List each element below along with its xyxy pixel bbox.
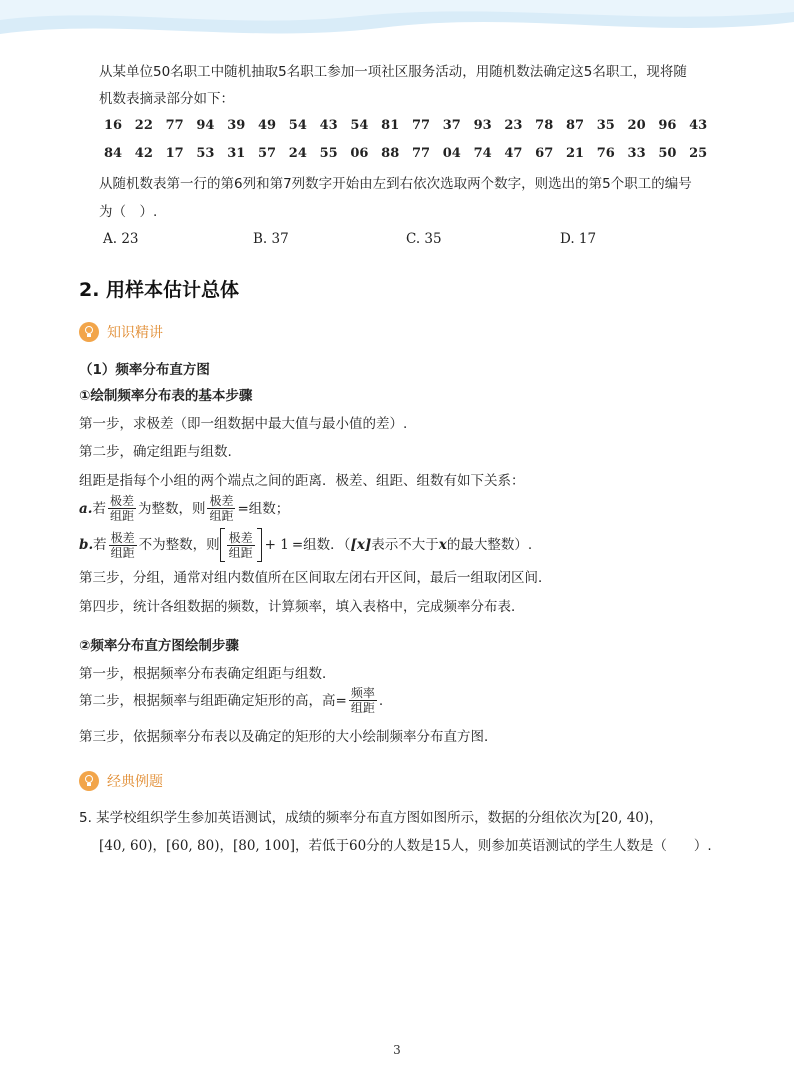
random-number: 74	[473, 146, 492, 161]
hist-step-2	[79, 686, 383, 715]
freq-over-width-fraction	[349, 686, 377, 715]
random-number: 17	[165, 146, 184, 161]
step-1: 第一步，求极差（即一组数据中最大值与最小值的差）.	[79, 416, 408, 432]
bracket-x: [x]	[350, 537, 372, 553]
header-wave-decoration	[0, 0, 794, 60]
random-number: 49	[257, 118, 277, 133]
q5-text: 5. 某学校组织学生参加英语测试，成绩的频率分布直方图如图所示，数据的分组依次为	[79, 810, 596, 826]
option-c: C. 35	[406, 231, 442, 247]
random-number: 23	[504, 118, 523, 133]
plus-one: + 1	[264, 537, 289, 553]
random-number: 88	[381, 146, 400, 161]
case-b-label: b.	[79, 537, 94, 553]
fraction-numerator: 极差	[209, 494, 234, 508]
case-a	[79, 494, 289, 523]
step-3: 第三步，分组，通常对组内数值所在区间取左闭右开区间，最后一组取闭区间．	[79, 570, 552, 586]
fraction-denominator: 组距	[228, 545, 253, 560]
relation-desc: 组距是指每个小组的两个端点之间的距离．极差、组距、组数有如下关系：	[79, 473, 525, 489]
separator: ，	[649, 810, 663, 826]
case-b-tail: =组数．（	[291, 537, 351, 553]
lightbulb-icon	[79, 322, 99, 342]
separator: ，	[152, 838, 166, 854]
random-number: 31	[227, 146, 246, 161]
fraction-numerator: 极差	[228, 530, 253, 545]
case-b-tail2: 表示不大于	[371, 537, 439, 553]
subsection-title: （1）频率分布直方图	[79, 362, 210, 378]
question-5-line-2	[99, 836, 712, 856]
random-number: 77	[411, 146, 431, 161]
problem-line-4: 为（ ）.	[99, 204, 158, 220]
random-number: 39	[227, 118, 246, 133]
case-a-label: a.	[79, 500, 93, 517]
knowledge-badge	[79, 322, 163, 342]
random-number: 76	[596, 146, 615, 161]
interval-1: [20, 40)	[595, 810, 650, 826]
random-number: 81	[381, 118, 400, 133]
random-number: 87	[565, 118, 585, 133]
bracket-fraction	[227, 531, 255, 560]
hist-step-2-text: 第二步，根据频率与组距确定矩形的高，高=	[79, 692, 347, 709]
fraction-numerator: 极差	[109, 494, 134, 508]
range-over-width-fraction	[108, 494, 136, 523]
range-over-width-fraction	[109, 531, 137, 560]
case-b-mid: 不为整数，则	[138, 537, 220, 553]
random-number: 43	[689, 118, 708, 133]
option-a: A. 23	[103, 231, 139, 247]
question-5-line-1	[79, 808, 663, 828]
hist-step-3: 第三步，依据频率分布表以及确定的矩形的大小绘制频率分布直方图．	[79, 729, 498, 745]
problem-line-2: 机数表摘录部分如下：	[99, 91, 234, 107]
random-number-row-1	[104, 118, 720, 133]
random-number: 55	[319, 146, 338, 161]
case-a-ruo: 若	[92, 500, 106, 517]
random-number: 78	[535, 118, 554, 133]
random-number: 21	[565, 146, 585, 161]
option-d: D. 17	[560, 231, 597, 247]
hist-step-2-end: .	[378, 692, 384, 709]
case-a-tail: =组数；	[237, 500, 290, 517]
fraction-denominator: 组距	[209, 509, 234, 523]
hist-step-1: 第一步，根据频率分布表确定组距与组数．	[79, 666, 336, 682]
problem-line-1: 从某单位50名职工中随机抽取5名职工参加一项社区服务活动，用随机数法确定这5名职工，现将随	[99, 64, 687, 80]
var-x: x	[438, 537, 447, 553]
q5-text-c: 人，则参加英语测试的学生人数是（ ）.	[450, 838, 712, 854]
floor-bracket	[220, 528, 262, 562]
random-number: 47	[504, 146, 523, 161]
random-number: 04	[442, 146, 461, 161]
case-b	[79, 528, 532, 562]
random-number-row-2	[104, 146, 720, 161]
random-number: 42	[134, 146, 153, 161]
random-number: 54	[288, 118, 307, 133]
q5-text-b: 分的人数是	[366, 838, 434, 854]
value-15: 15	[433, 838, 451, 854]
random-number: 53	[196, 146, 215, 161]
random-number: 37	[442, 118, 461, 133]
badge-label: 经典例题	[107, 774, 163, 790]
q5-text-a: ，若低于	[295, 838, 350, 854]
case-b-ruo: 若	[93, 537, 107, 553]
random-number: 77	[411, 118, 431, 133]
random-number: 77	[165, 118, 184, 133]
value-60: 60	[349, 838, 367, 854]
case-b-tail3: 的最大整数）.	[446, 537, 533, 553]
fraction-numerator: 频率	[350, 686, 375, 700]
random-number: 06	[350, 146, 369, 161]
random-number: 57	[257, 146, 277, 161]
random-number: 33	[627, 146, 646, 161]
random-number: 96	[658, 118, 677, 133]
histogram-steps-title: ②频率分布直方图绘制步骤	[79, 638, 239, 654]
random-number: 94	[196, 118, 215, 133]
random-number: 43	[319, 118, 338, 133]
random-number: 35	[596, 118, 615, 133]
random-number: 84	[104, 146, 123, 161]
fraction-numerator: 极差	[110, 530, 135, 545]
case-a-mid: 为整数，则	[137, 500, 206, 517]
random-number: 20	[627, 118, 646, 133]
interval-4: [80, 100]	[232, 838, 296, 854]
random-number: 24	[288, 146, 307, 161]
random-number: 16	[104, 118, 123, 133]
random-number: 50	[658, 146, 677, 161]
fraction-denominator: 组距	[109, 509, 134, 523]
random-number: 25	[689, 146, 708, 161]
badge-label: 知识精讲	[107, 325, 163, 341]
interval-2: [40, 60)	[99, 838, 153, 854]
page-number: 3	[393, 1043, 401, 1057]
range-over-width-fraction-2	[207, 494, 235, 523]
random-number: 93	[473, 118, 492, 133]
fraction-denominator: 组距	[350, 701, 375, 715]
separator: ，	[219, 838, 233, 854]
step-4: 第四步，统计各组数据的频数，计算频率，填入表格中，完成频率分布表．	[79, 599, 525, 615]
fraction-denominator: 组距	[110, 545, 135, 560]
random-number: 67	[535, 146, 554, 161]
example-badge	[79, 771, 163, 791]
section-title: 2. 用样本估计总体	[79, 279, 240, 301]
step-2: 第二步，确定组距与组数.	[79, 444, 232, 460]
lightbulb-icon	[79, 771, 99, 791]
random-number: 54	[350, 118, 369, 133]
interval-3: [60, 80)	[165, 838, 220, 854]
option-b: B. 37	[253, 231, 289, 247]
problem-line-3: 从随机数表第一行的第6列和第7列数字开始由左到右依次选取两个数字，则选出的第5个职工的编号	[99, 176, 692, 192]
steps-title: ①绘制频率分布表的基本步骤	[79, 388, 253, 404]
random-number: 22	[134, 118, 153, 133]
